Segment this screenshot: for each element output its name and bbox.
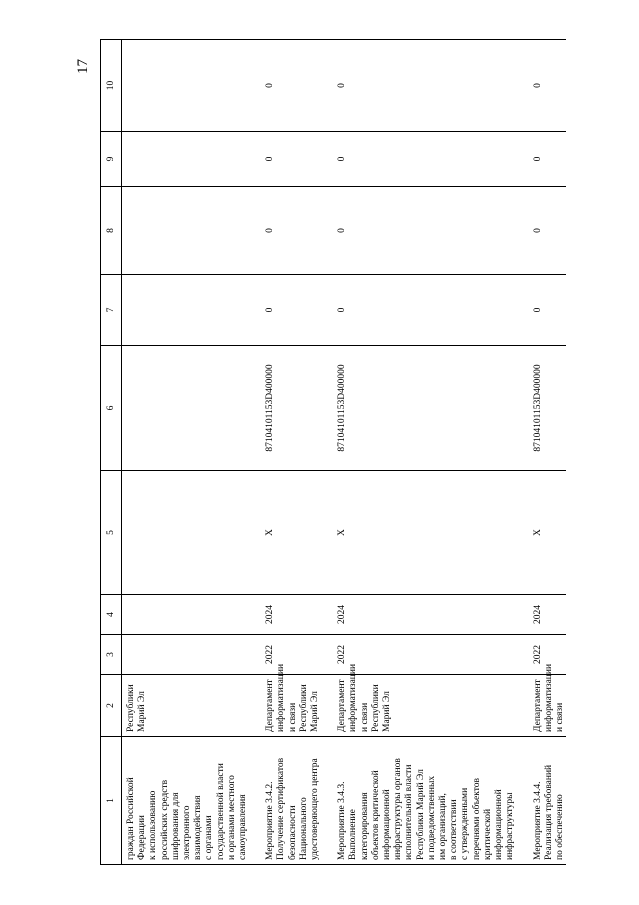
cell-text-line: исполнительной власти [404, 764, 415, 860]
col-header-1: 1 [101, 737, 122, 865]
cell-text-line: Мероприятие 3.4.2. [265, 781, 276, 860]
cell-value: 0 [532, 228, 543, 233]
cell-text-line: Мероприятие 3.4.3. [337, 781, 348, 860]
cell-value: 0 [337, 307, 348, 313]
cell-text-line: и связи [287, 702, 298, 732]
cell-text-line: Республики [126, 684, 136, 732]
cell-text-line: Республики Марий Эл [415, 769, 426, 860]
cell-text-line: Департамент [337, 679, 348, 732]
cell-value: 2022 [532, 645, 543, 664]
cell-text-line: инфраструктуры [505, 792, 516, 860]
cell-text-line: Марий Эл [137, 691, 148, 732]
cell-col-5 [517, 471, 567, 595]
cell-value: 0 [532, 156, 543, 162]
col-header-10: 10 [101, 40, 122, 132]
cell-value: 0 [265, 156, 276, 162]
cell-text-line: объектов критической [370, 770, 381, 860]
cell-col-7 [517, 275, 567, 346]
cell-value: 2022 [337, 645, 348, 664]
cell-text-line: им организаций, [438, 793, 449, 860]
cell-text-line: по обеспечению [554, 794, 565, 860]
cell-col-4 [122, 595, 250, 635]
cell-text-line: к использованию [148, 790, 159, 860]
page-number: 17 [75, 59, 91, 74]
cell-text-line: Национального [298, 797, 309, 860]
cell-text-line: Выполнение [348, 809, 359, 860]
cell-text-line: в соответствии [449, 799, 460, 860]
cell-col-7 [249, 275, 321, 346]
cell-col-2 [517, 663, 567, 737]
cell-text-line: информатизации [276, 663, 287, 732]
col-header-8: 8 [101, 187, 122, 275]
cell-text-line: Получение сертификатов [276, 757, 287, 860]
cell-text-line: взаимодействия [193, 795, 204, 860]
cell-text-line: с органами [204, 815, 215, 860]
rotated-table-container [100, 40, 565, 865]
cell-value: 2022 [265, 645, 276, 664]
cell-col-6 [122, 346, 250, 471]
cell-text-line: с утвержденными [460, 787, 471, 860]
cell-text-line: Мероприятие 3.4.4. [532, 781, 543, 860]
cell-text-line: информационной [494, 789, 505, 860]
cell-col-1 [321, 737, 516, 865]
col-header-5: 5 [101, 471, 122, 595]
cell-text-line: российских средств [159, 779, 170, 860]
cell-col-10 [517, 40, 567, 132]
cell-col-5 [321, 471, 516, 595]
cell-text-line: информатизации [348, 663, 359, 732]
program-table [100, 39, 566, 865]
cell-col-6 [321, 346, 516, 471]
cell-value: 0 [532, 83, 543, 88]
cell-value: 0 [337, 156, 348, 162]
cell-text-line: категорирования [359, 792, 370, 860]
cell-col-1 [517, 737, 567, 865]
cell-col-8 [517, 187, 567, 275]
cell-text-line: государственной власти [215, 763, 226, 860]
cell-text-line: и связи [359, 702, 370, 732]
cell-col-6 [249, 346, 321, 471]
cell-col-9 [517, 132, 567, 187]
table-row [517, 40, 567, 865]
cell-value: 0 [337, 83, 348, 88]
cell-text-line: Марий Эл [310, 691, 321, 732]
cell-text-line: самоуправления [238, 794, 249, 860]
cell-value: 0 [265, 228, 276, 233]
header-row [101, 40, 122, 865]
cell-text-line: перечнями объектов [471, 778, 482, 860]
cell-text-line: Федерации [137, 815, 148, 860]
col-header-4: 4 [101, 595, 122, 635]
cell-value: 87104101153D400000 [265, 364, 276, 452]
cell-value: 87104101153D400000 [532, 364, 543, 452]
cell-col-4 [249, 595, 321, 635]
cell-text-line: Реализация требований [543, 764, 554, 860]
cell-value: Х [265, 529, 276, 536]
cell-col-2 [321, 663, 516, 737]
cell-col-9 [122, 132, 250, 187]
cell-value: Х [337, 529, 348, 536]
cell-col-8 [122, 187, 250, 275]
cell-col-10 [321, 40, 516, 132]
cell-text-line: и органами местного [226, 775, 237, 860]
cell-value: 0 [265, 307, 276, 313]
cell-text-line: граждан Российской [126, 777, 136, 860]
table-row [249, 40, 321, 865]
cell-col-2 [122, 675, 250, 737]
cell-text-line: и подведомственных [426, 775, 437, 860]
cell-value: 2024 [337, 605, 348, 624]
table-body [122, 40, 567, 865]
cell-col-8 [249, 187, 321, 275]
cell-col-1 [122, 737, 250, 865]
cell-value: 87104101153D400000 [337, 364, 348, 452]
cell-value: 2024 [532, 605, 543, 624]
cell-value: 2024 [265, 605, 276, 624]
col-header-2: 2 [101, 675, 122, 737]
cell-text-line: удостоверяющего центра [310, 758, 321, 860]
col-header-9: 9 [101, 132, 122, 187]
cell-text-line: электронного [182, 805, 193, 860]
cell-value: 0 [265, 83, 276, 88]
cell-text-line: Департамент [532, 679, 543, 732]
cell-col-10 [249, 40, 321, 132]
cell-col-9 [249, 132, 321, 187]
cell-col-1 [249, 737, 321, 865]
cell-text-line: и связи [554, 702, 565, 732]
cell-text-line: Департамент [265, 679, 276, 732]
cell-text-line: информатизации [543, 663, 554, 732]
cell-value: 0 [532, 307, 543, 313]
cell-text-line: критической [482, 808, 493, 860]
table-row [122, 40, 250, 865]
cell-col-3 [517, 635, 567, 675]
cell-col-5 [122, 471, 250, 595]
cell-text-line: Республики [298, 684, 309, 732]
col-header-7: 7 [101, 275, 122, 346]
cell-col-8 [321, 187, 516, 275]
cell-col-2 [249, 663, 321, 737]
cell-col-4 [321, 595, 516, 635]
cell-text-line: инфраструктуры органов [393, 758, 404, 860]
cell-text-line: информационной [382, 789, 393, 860]
cell-col-3 [122, 635, 250, 675]
cell-col-7 [122, 275, 250, 346]
cell-col-5 [249, 471, 321, 595]
table-row [321, 40, 516, 865]
cell-col-4 [517, 595, 567, 635]
col-header-3: 3 [101, 635, 122, 675]
cell-text-line: шифрования для [170, 792, 181, 860]
cell-col-10 [122, 40, 250, 132]
cell-col-6 [517, 346, 567, 471]
cell-text-line: Республики [370, 684, 381, 732]
cell-value: 0 [337, 228, 348, 233]
col-header-6: 6 [101, 346, 122, 471]
cell-text-line: Марий Эл [382, 691, 393, 732]
cell-value: Х [532, 529, 543, 536]
cell-text-line: безопасности [287, 805, 298, 860]
cell-col-9 [321, 132, 516, 187]
cell-col-7 [321, 275, 516, 346]
